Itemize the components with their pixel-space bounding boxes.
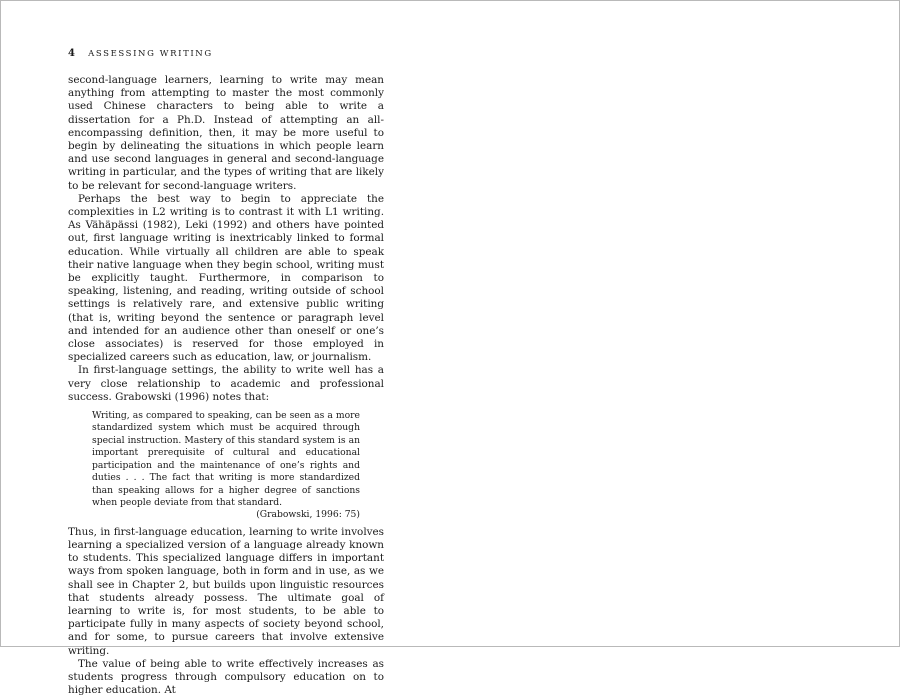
running-head — [68, 48, 213, 60]
paragraph-value-of-writing: The value of being able to write effectively increases as students progress through compulsory education on to higher education. At — [68, 657, 384, 697]
page-number: 4 — [68, 48, 75, 59]
paragraph-first-language-settings: In first-language settings, the ability to write well has a very close relationship to academic and professional success. Grabowski (1996) notes that: — [68, 364, 384, 403]
quote-citation: (Grabowski, 1996: 75) — [256, 509, 360, 521]
paragraph-l1-l2-contrast: Perhaps the best way to begin to appreciate the complexities in L2 writing is to contrast it with L1 writing. As Vähäpässi (1982), Leki (1992) and others have pointed out, first language writing is inextricably linked to formal education. While virtually all children are able to speak their native language when they begin school, writing must be explicitly taught. Furthermore, in comparison to speaking, listening, and reading, writing outside of school settings is relatively rare, and extensive public writing (that is, writing beyond the sentence or paragraph level and intended for an audience other than oneself or one’s close associates) is reserved for those employed in specialized careers such as education, law, or journalism. — [68, 192, 384, 364]
quote-text: Writing, as compared to speaking, can be seen as a more standardized system which must be acquired through special instruction. Mastery of this standard system is an important prerequisite of cultural and educational participation and the maintenance of one’s rights and duties . . . The fact that writing is more standardized than speaking allows for a higher degree of sanctions when people deviate from that standard. — [92, 410, 360, 508]
paragraph-continued: second-language learners, learning to write may mean anything from attempting to master the most commonly used Chinese characters to being able to write a dissertation for a Ph.D. Instead of attempting an all-encompassing definition, then, it may be more useful to begin by delineating the situations in which people learn and use second languages in general and second-language writing in particular, and the types of writing that are likely to be relevant for second-language writers. — [68, 74, 384, 192]
running-title: ASSESSING WRITING — [88, 49, 213, 59]
body-text — [68, 74, 384, 697]
paragraph-after-quote: Thus, in first-language education, learning to write involves learning a specialized version of a language already known to students. This specialized language differs in important ways from spoken language, both in form and in use, as we shall see in Chapter 2, but builds upon linguistic resources that students already possess. The ultimate goal of learning to write is, for most students, to be able to participate fully in many aspects of society beyond school, and for some, to pursue careers that involve extensive writing. — [68, 525, 384, 657]
block-quote — [92, 410, 360, 522]
